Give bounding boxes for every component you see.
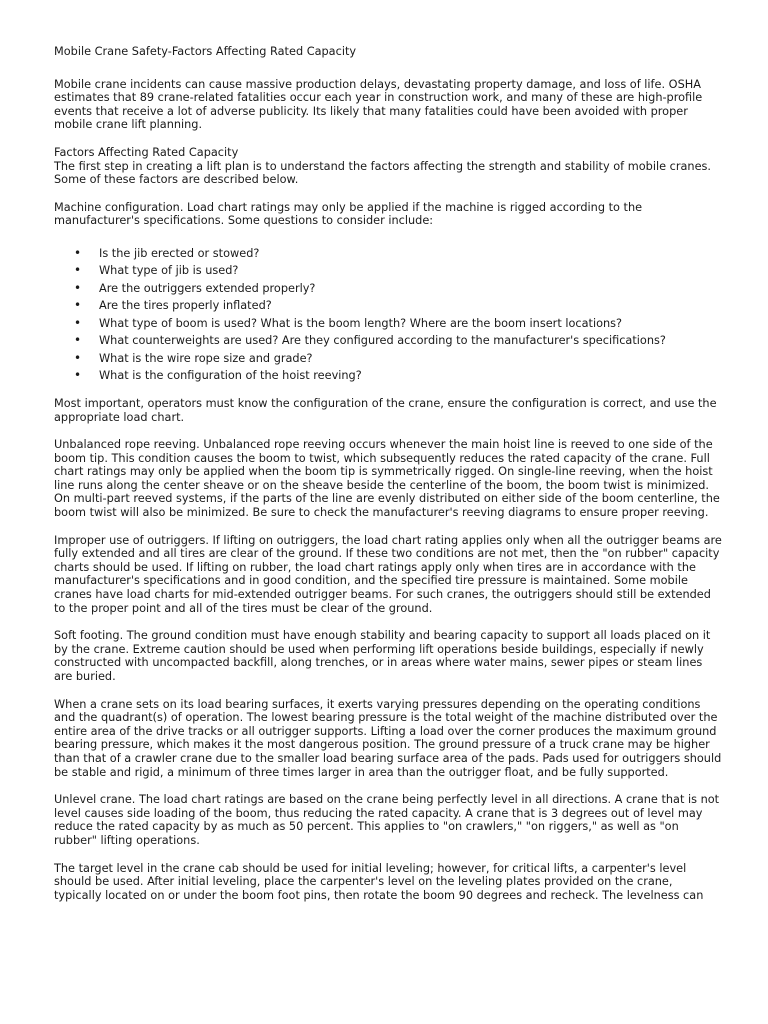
list-item: • Is the jib erected or stowed? — [54, 247, 722, 261]
target-level-paragraph: The target level in the crane cab should be used for initial leveling; however, for critical lifts, a carpenter's level should be used. After initial leveling, place the carpenter's level on the leveling plates provided on the crane, typically located on or under the boom foot pins, then rotate the boom 90 degrees and recheck. The levelness can — [54, 861, 704, 902]
list-item: • What is the configuration of the hoist reeving? — [54, 369, 722, 383]
questions-list — [54, 247, 722, 383]
bearing-pressure-paragraph: When a crane sets on its load bearing surfaces, it exerts varying pressures depending on the operating conditions and the quadrant(s) of operation. The lowest bearing pressure is the total weight of the machine distributed over the entire area of the drive tracks or all outrigger supports. Lifting a load over the corner produces the maximum ground bearing pressure, which makes it the most dangerous position. The ground pressure of a truck crane may be higher than that of a crawler crane due to the smaller load bearing surface area of the pads. Pads used for outriggers should be stable and rigid, a minimum of three times larger in area than the outrigger float, and be fully supported. — [54, 697, 722, 779]
section-heading: Factors Affecting Rated Capacity — [54, 145, 239, 159]
unbalanced-reeving-paragraph: Unbalanced rope reeving. Unbalanced rope reeving occurs whenever the main hoist line is reeved to one side of the boom tip. This condition causes the boom to twist, which subsequently reduces the rated capacity of the crane. Full chart ratings may only be applied when the boom tip is symmetrically rigged. On single-line reeving, when the hoist line runs along the center sheave or on the sheave beside the centerline of the boom, the boom twist is minimized. On multi-part reeved systems, if the parts of the line are evenly distributed on either side of the boom centerline, the boom twist will also be minimized. Be sure to check the manufacturer's reeving diagrams to ensure proper reeving. — [54, 438, 720, 520]
intro-paragraph: Mobile crane incidents can cause massive production delays, devastating property damage, and loss of life. OSHA estimates that 89 crane-related fatalities occur each year in construction work, and many of these are high-profile events that receive a lot of adverse publicity. Its likely that many fatalities could have been avoided with proper mobile crane lift planning. — [54, 77, 703, 132]
list-item: • What type of boom is used? What is the boom length? Where are the boom insert locations? — [54, 317, 722, 331]
section-intro-paragraph: The first step in creating a lift plan is to understand the factors affecting the strength and stability of mobile cranes. Some of these factors are described below. — [54, 159, 712, 187]
list-item: • Are the tires properly inflated? — [54, 299, 722, 313]
machine-configuration-paragraph: Machine configuration. Load chart ratings may only be applied if the machine is rigged according to the manufacturer's specifications. Some questions to consider include: — [54, 200, 643, 228]
list-item: • What is the wire rope size and grade? — [54, 352, 722, 366]
outriggers-paragraph: Improper use of outriggers. If lifting on outriggers, the load chart rating applies only when all the outrigger beams are fully extended and all tires are clear of the ground. If these two conditions are not met, then the "on rubber" capacity charts should be used. If lifting on rubber, the load chart ratings apply only when tires are in accordance with the manufacturer's specifications and in good condition, and the specified tire pressure is maintained. Some mobile cranes have load charts for mid-extended outrigger beams. For such cranes, the outriggers should still be extended to the proper point and all of the tires must be clear of the ground. — [54, 533, 722, 615]
document-title: Mobile Crane Safety-Factors Affecting Rated Capacity — [54, 45, 357, 58]
most-important-paragraph: Most important, operators must know the configuration of the crane, ensure the configuration is correct, and use the appropriate load chart. — [54, 396, 717, 424]
list-item: • What type of jib is used? — [54, 264, 722, 278]
list-item: • Are the outriggers extended properly? — [54, 282, 722, 296]
document-page — [54, 45, 722, 916]
unlevel-crane-paragraph: Unlevel crane. The load chart ratings are based on the crane being perfectly level in all directions. A crane that is not level causes side loading of the boom, thus reducing the rated capacity. A crane that is 3 degrees out of level may reduce the rated capacity by as much as 50 percent. This applies to "on crawlers," "on riggers," as well as "on rubber" lifting operations. — [54, 793, 720, 847]
list-item: • What counterweights are used? Are they configured according to the manufacturer's specifications? — [54, 334, 722, 348]
soft-footing-paragraph: Soft footing. The ground condition must have enough stability and bearing capacity to support all loads placed on it by the crane. Extreme caution should be used when performing lift operations beside buildings, especially if newly constructed with uncompacted backfill, along trenches, or in areas where water mains, sewer pipes or steam lines are buried. — [54, 629, 711, 684]
